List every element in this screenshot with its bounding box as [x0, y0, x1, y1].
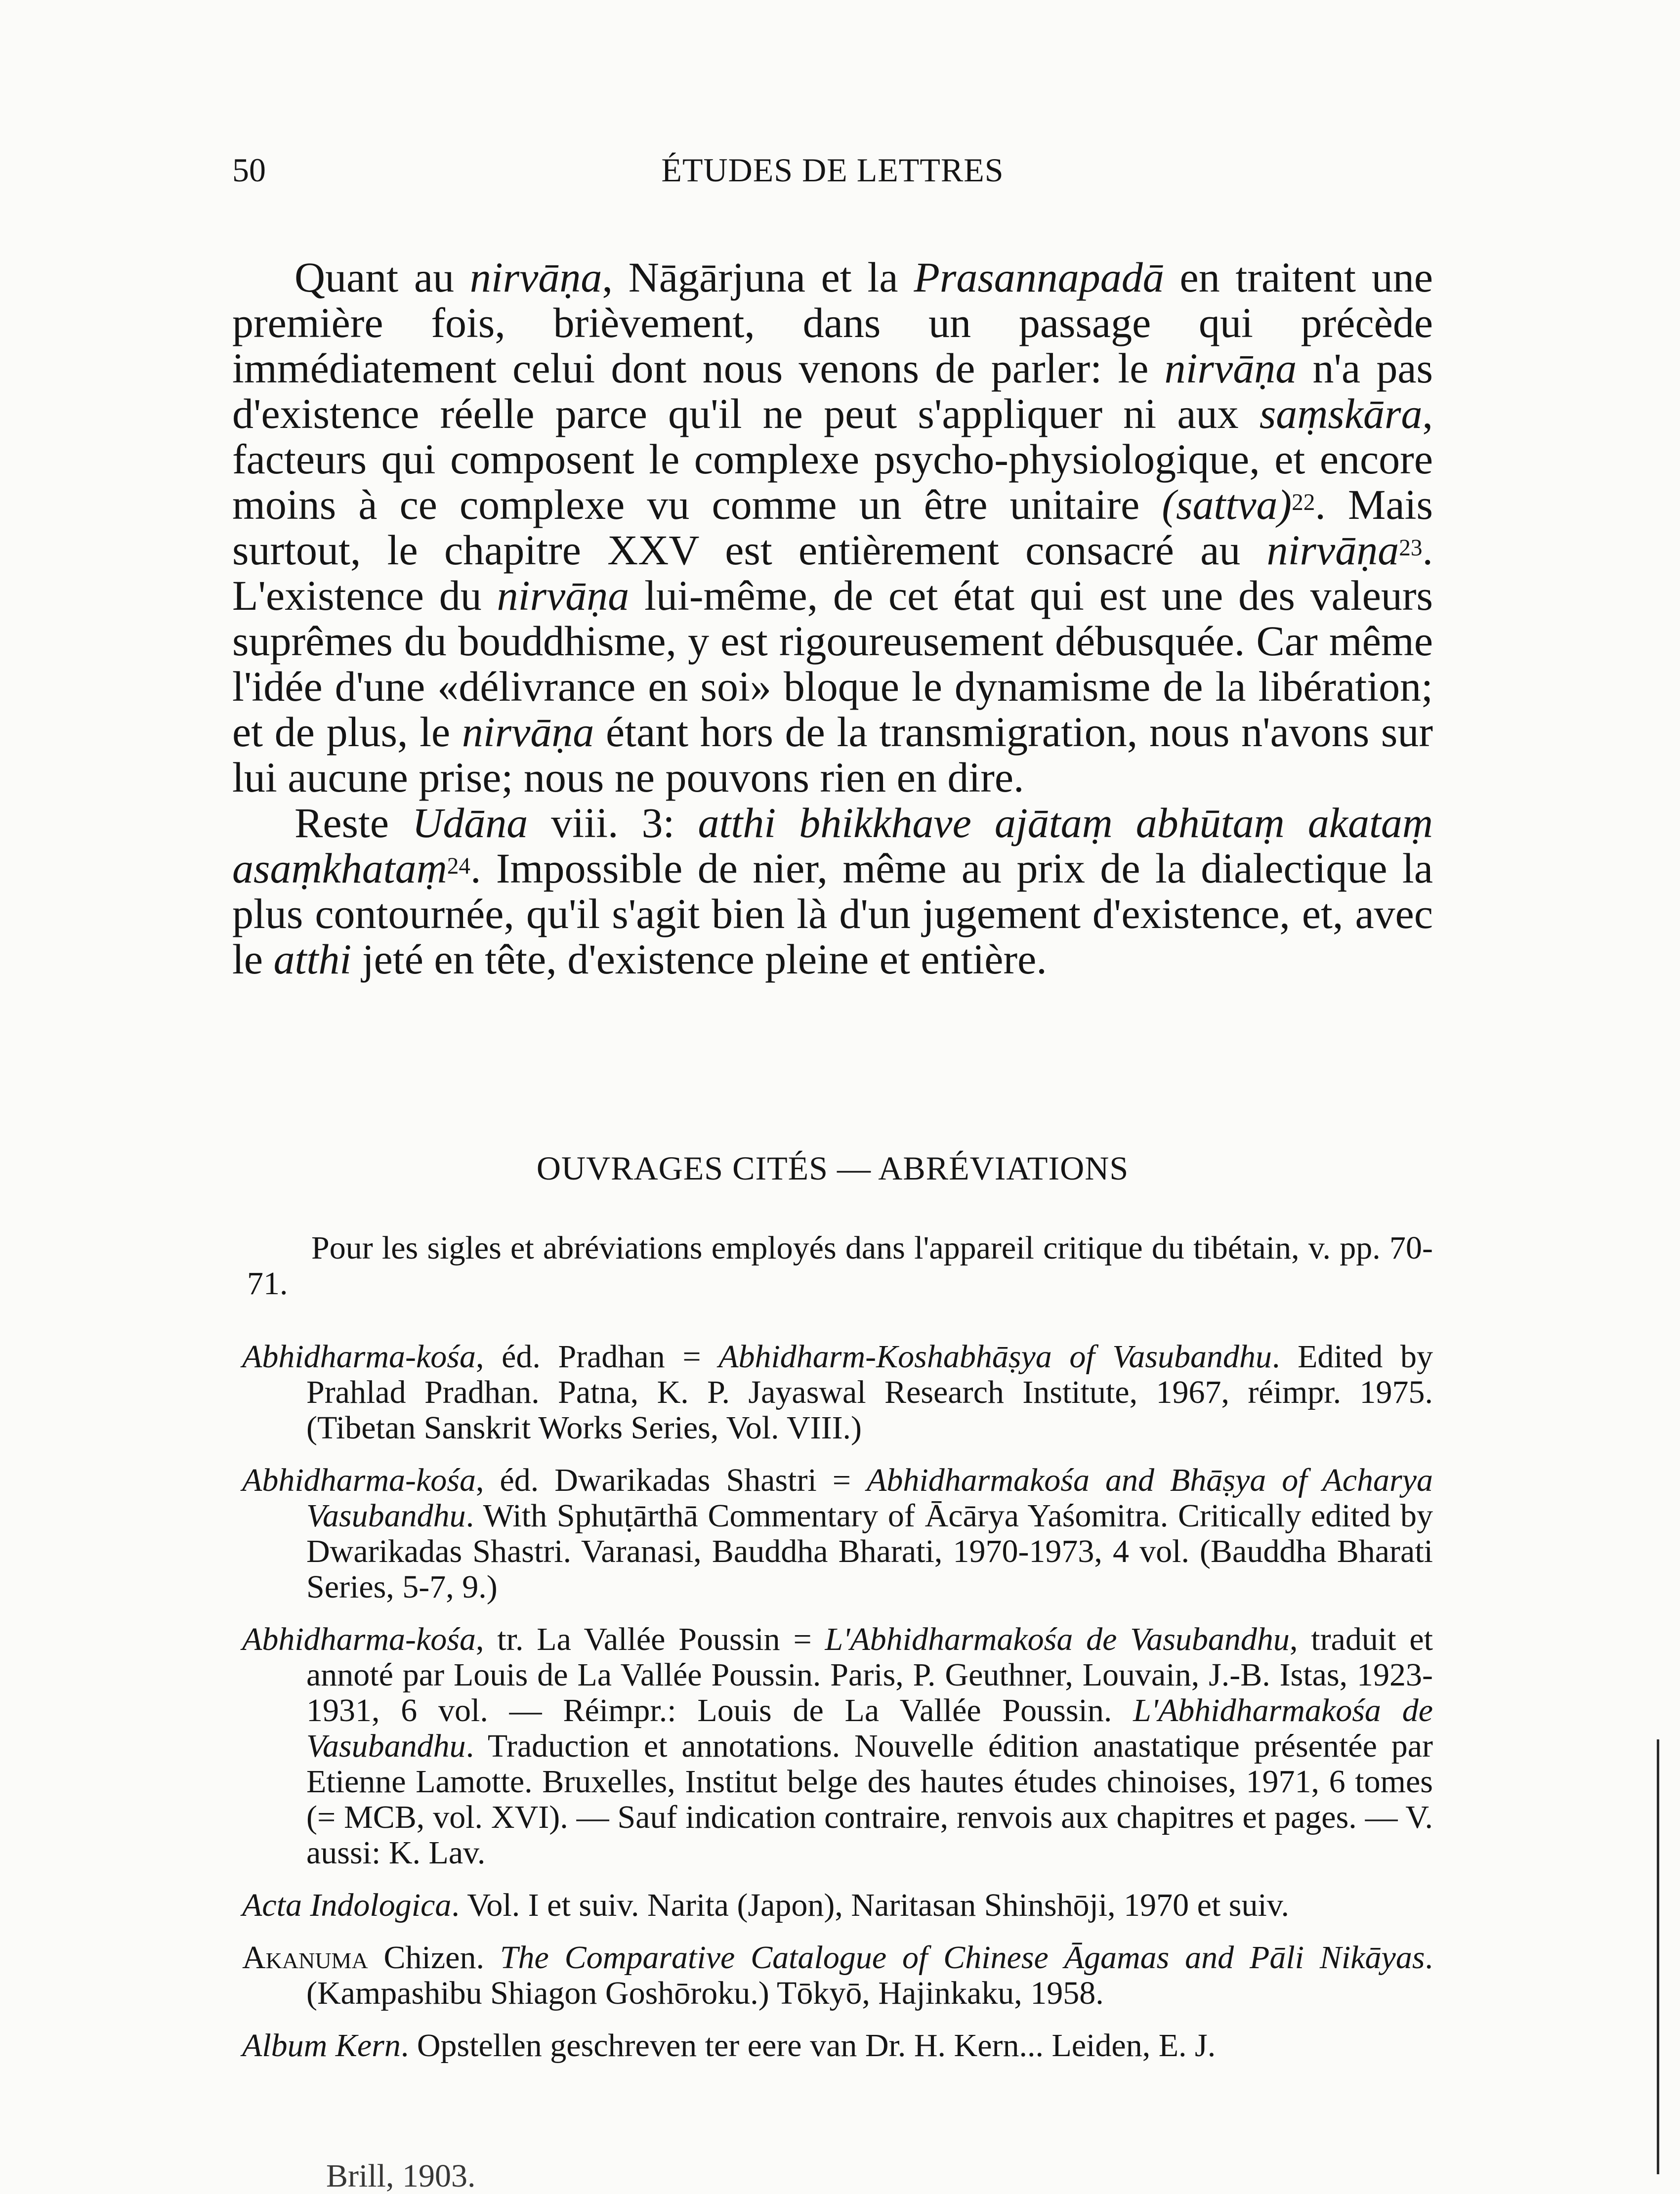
bib-entry: Album Kern. Opstellen geschreven ter eere van Dr. H. Kern... Leiden, E. J.	[242, 2027, 1216, 2064]
bib-entry: Abhidharma-kośa, éd. Dwarikadas Shastri = Abhidharmakośa and Bhāṣya of Acharya Vasubandhu. With Sphuṭārthā Commentary of Ācārya Yaśomitra. Critically edited by Dwarikadas Shastri. Varanasi, Bauddha Bharati, 1970-1973, 4 vol. (Bauddha Bharati Series, 5-7, 9.)	[242, 1462, 1433, 1605]
section-heading: OUVRAGES CITÉS — ABRÉVIATIONS	[536, 1149, 1129, 1187]
bibliography-list	[242, 1339, 1433, 2080]
bib-entry: Abhidharma-kośa, tr. La Vallée Poussin = L'Abhidharmakośa de Vasubandhu, traduit et annoté par Louis de La Vallée Poussin. Paris, P. Geuthner, Louvain, J.-B. Istas, 1923-1931, 6 vol. — Réimpr.: Louis de La Vallée Poussin. L'Abhidharmakośa de Vasubandhu. Traduction et annotations. Nouvelle édition anastatique présentée par Etienne Lamotte. Bruxelles, Institut belge des hautes études chinoises, 1971, 6 tomes (= MCB, vol. XVI). — Sauf indication contraire, renvois aux chapitres et pages. — V. aussi: K. Lav.	[242, 1621, 1433, 1871]
references-intro: Pour les sigles et abréviations employés dans l'appareil critique du tibétain, v. pp. 70-71.	[247, 1230, 1433, 1302]
page-number: 50	[232, 151, 266, 189]
page-header	[232, 151, 1433, 195]
scan-edge-rule	[1657, 1739, 1659, 2174]
running-title: ÉTUDES DE LETTRES	[661, 151, 1004, 189]
paragraph-nirvana: Quant au nirvāṇa, Nāgārjuna et la Prasannapadā en traitent une première fois, brièvement, dans un passage qui précède immédiatement celui dont nous venons de parler: le nirvāṇa n'a pas d'existence réelle parce qu'il ne peut s'appliquer ni aux saṃskāra, facteurs qui composent le complexe psycho-physiologique, et encore moins à ce complexe vu comme un être unitaire (sattva)$^{22}$. Mais surtout, le chapitre XXV est entièrement consacré au nirvāṇa$^{23}$. L'existence du nirvāṇa lui-même, de cet état qui est une des valeurs suprêmes du bouddhisme, y est rigoureusement débusquée. Car même l'idée d'une «délivrance en soi» bloque le dynamisme de la libération; et de plus, le nirvāṇa étant hors de la transmigration, nous n'avons sur lui aucune prise; nous ne pouvons rien en dire.	[232, 253, 1433, 801]
bib-entry: Abhidharma-kośa, éd. Pradhan = Abhidharm-Koshabhāṣya of Vasubandhu. Edited by Prahlad Pradhan. Patna, K. P. Jayaswal Research Institute, 1967, réimpr. 1975. (Tibetan Sanskrit Works Series, Vol. VIII.)	[242, 1339, 1433, 1446]
footnote-ref-24: 24	[447, 853, 471, 879]
bib-entry: Acta Indologica. Vol. I et suiv. Narita (Japon), Naritasan Shinshōji, 1970 et suiv.	[242, 1887, 1290, 1923]
footnote-ref-23: 23	[1399, 535, 1423, 561]
body-text	[232, 254, 1433, 982]
cut-off-line: Brill, 1903.	[326, 2158, 476, 2194]
paragraph-udana: Reste Udāna viii. 3: atthi bhikkhave ajātaṃ abhūtaṃ akataṃ asaṃkhataṃ$^{24}$. Impossible de nier, même au prix de la dialectique la plus contournée, qu'il s'agit bien là d'un jugement d'existence, et, avec le atthi jeté en tête, d'existence pleine et entière.	[232, 799, 1433, 983]
bib-entry: Akanuma Chizen. The Comparative Catalogue of Chinese Āgamas and Pāli Nikāyas. (Kampashibu Shiagon Goshōroku.) Tōkyō, Hajinkaku, 1958.	[242, 1940, 1433, 2011]
footnote-ref-22: 22	[1292, 490, 1315, 515]
